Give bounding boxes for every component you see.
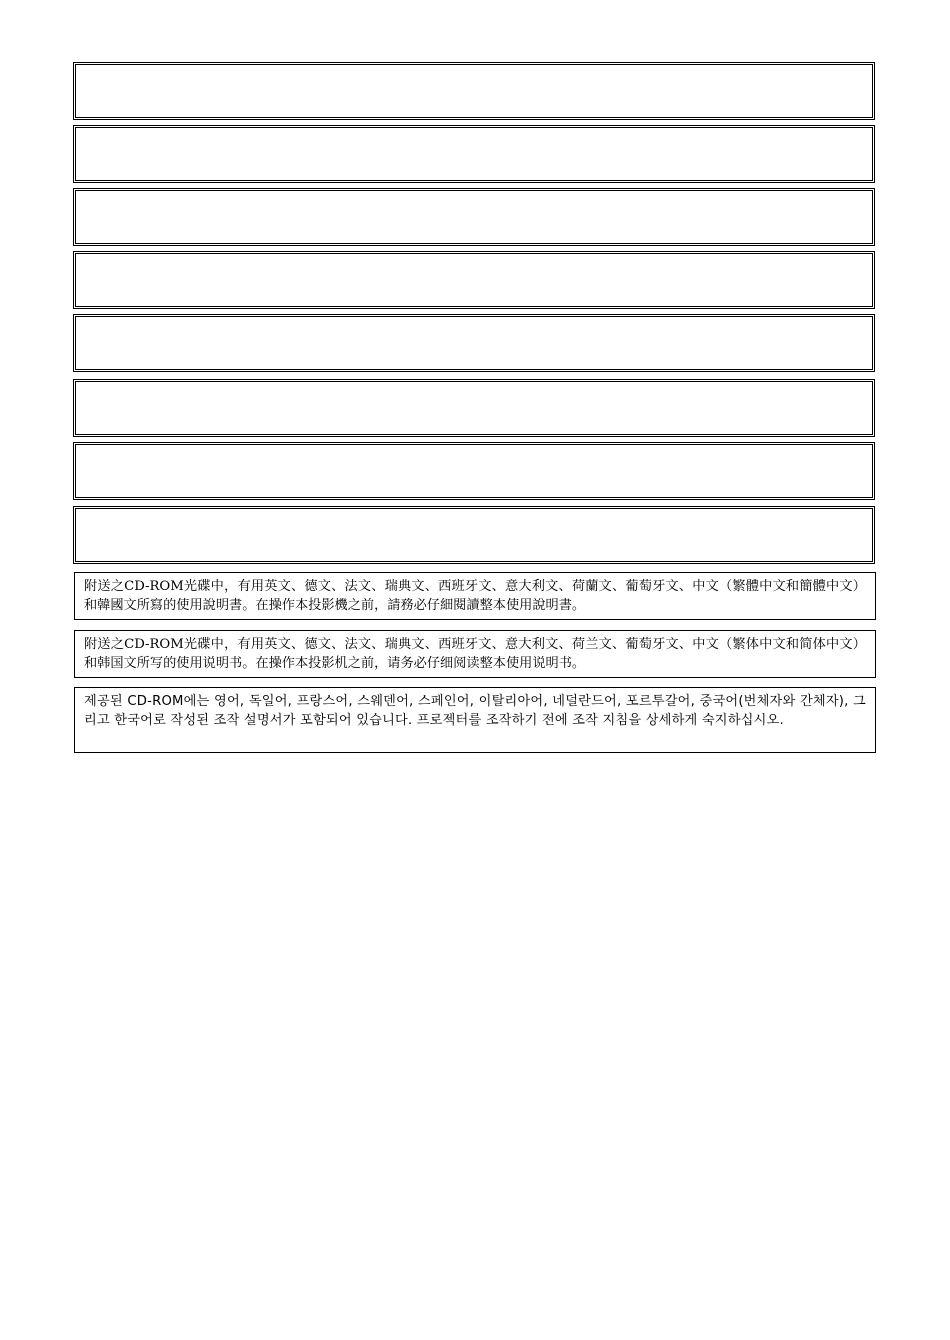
- empty-box-8: [73, 506, 875, 564]
- empty-box-4: [73, 251, 875, 309]
- notice-traditional-chinese: 附送之CD-ROM光碟中，有用英文、德文、法文、瑞典文、西班牙文、意大利文、荷蘭文、葡萄牙文、中文（繁體中文和簡體中文）和韓國文所寫的使用說明書。在操作本投影機之前，請務必仔細閱讀整本使用說明書。: [74, 572, 876, 620]
- empty-box-6: [73, 379, 875, 437]
- empty-box-5: [73, 314, 875, 372]
- empty-box-1: [73, 62, 875, 120]
- empty-box-2: [73, 125, 875, 183]
- notice-korean: 제공된 CD-ROM에는 영어, 독일어, 프랑스어, 스웨덴어, 스페인어, 이탈리아어, 네덜란드어, 포르투갈어, 중국어(번체자와 간체자), 그리고 한국어로 작성된 조작 설명서가 포함되어 있습니다. 프로젝터를 조작하기 전에 조작 지침을 상세하게 숙지하십시오.: [74, 687, 876, 753]
- empty-box-3: [73, 188, 875, 246]
- empty-box-7: [73, 442, 875, 500]
- notice-simplified-chinese: 附送之CD-ROM光碟中，有用英文、德文、法文、瑞典文、西班牙文、意大利文、荷兰文、葡萄牙文、中文（繁体中文和简体中文）和韩国文所写的使用说明书。在操作本投影机之前，请务必仔细阅读整本使用说明书。: [74, 630, 876, 678]
